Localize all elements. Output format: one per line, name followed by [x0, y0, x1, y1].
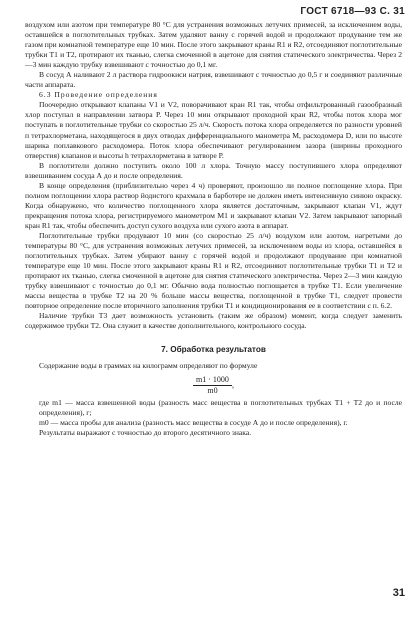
result-statement: Результаты выражают с точностью до второго десятичного знака.	[39, 427, 252, 437]
section-7-title: 7. Обработка результатов	[161, 345, 266, 355]
page-header: ГОСТ 6718—93 С. 31	[300, 6, 405, 17]
paragraph-4: В поглотители должно поступить около 100 л хлора. Точную массу поступившего хлора определяют взвешиванием сосуда А до и после определения.	[25, 160, 402, 180]
paragraph-6: Поглотительные трубки продувают 10 мин (со скоростью 25 л/ч) воздухом или азотом, нагретыми до температуры 80 °С, для устранения возможных летучих примесей, за исключением воды из хлора, оставшейся в поглотительных трубках. Затем убирают ванну с горячей водой и продолжают продувание при комнатной температуре еще 10 мин. После этого закрывают краны R1 и R2, отсоединяют поглотительные трубки T1 и T2 и протирают их тканью, слегка смоченной в ацетоне для снятия статического электричества. Через 2—3 мин каждую трубку взвешивают с точностью до 0,1 мг. Обычно вода полностью поглощается в трубке T1. Если увеличение массы вещества в трубке T2 на 20 % больше массы вещества, поглощенной в трубке T1, следует провести повторное определение после вторичного заполнения трубки T1 и кондиционирования ее в соответствии с п. 6.2.	[25, 230, 402, 311]
formula-denominator: m0	[207, 385, 218, 395]
paragraph-3: Поочередно открывают клапаны V1 и V2, поворачивают кран R1 так, чтобы отфильтрованный газообразный хлор поступал в направлении затвора Р. Через 10 мин открывают проходной кран R2, чтобы поток хлора мог поступать в поглотительные трубки со скоростью 25 л/ч. Скорость потока хлора определяется по разности уровней п тетрахлорметана, находящегося в двух отводах дифференциального манометра М, расходомера D, или по высоте шарика поплавкового расходомера. Поток хлора обеспечивают регулированием зазора (ширины проходного отверстия) клапанов и высоты h тетрахлорметана в затворе Р.	[25, 100, 402, 160]
water-content-formula	[25, 375, 402, 396]
formula-fraction	[193, 375, 232, 396]
paragraph-1: воздухом или азотом при температуре 80 °С для устранения возможных летучих примесей, за исключением воды, оставшейся в поглотительных трубках. Затем удаляют ванну с горячей водой и продолжают продувание тем же газом при комнатной температуре еще 10 мин. После этого закрывают краны R1 и R2, отсоединяют поглотительные трубки T1 и T2, протирают их тканью, слегка смоченной в ацетоне для снятия статического электричества. Через 2—3 мин каждую трубку взвешивают с точностью до 0,1 мг.	[25, 20, 402, 70]
paragraph-5: В конце определения (приблизительно через 4 ч) проверяют, произошло ли полное поглощение хлора. При полном поглощении хлора раствор йодистого крахмала в барботере не должен иметь интенсивную синюю окраску. Когда обнаружено, что количество поглощенного хлора является достаточным, закрывают клапан V1, ждут прекращения потока хлора, регистрируемого манометром М1 и закрывают клапан V2. Затем закрывают запорный кран R1 так, чтобы обеспечить доступ сухого воздуха или сухого азота в аппарат.	[25, 180, 402, 230]
formula-numerator: m1 · 1000	[193, 375, 232, 386]
subsection-heading: 6.3 Проведение определения	[39, 90, 158, 100]
legend-m1: где m1 — масса взвешенной воды (разность масс вещества в поглотительных трубках T1 + T2 до и после определения), г;	[39, 397, 402, 417]
formula-suffix: ,	[231, 379, 234, 389]
paragraph-2: В сосуд А наливают 2 л раствора гидроокиси натрия, взвешивают с точностью до 0,5 г и соединяют различные части аппарата.	[25, 70, 402, 90]
paragraph-7: Наличие трубки T3 дает возможность установить (таким же образом) момент, когда следует заменить содержимое трубки T2. Она служит в качестве дополнительного, контрольного сосуда.	[25, 311, 402, 331]
page-number: 31	[392, 587, 405, 599]
document-body	[25, 20, 402, 438]
legend-m0: m0 — масса пробы для анализа (разность масс вещества в сосуде А до и после определения), г.	[39, 417, 348, 427]
formula-intro: Содержание воды в граммах на килограмм определяют по формуле	[39, 360, 258, 370]
